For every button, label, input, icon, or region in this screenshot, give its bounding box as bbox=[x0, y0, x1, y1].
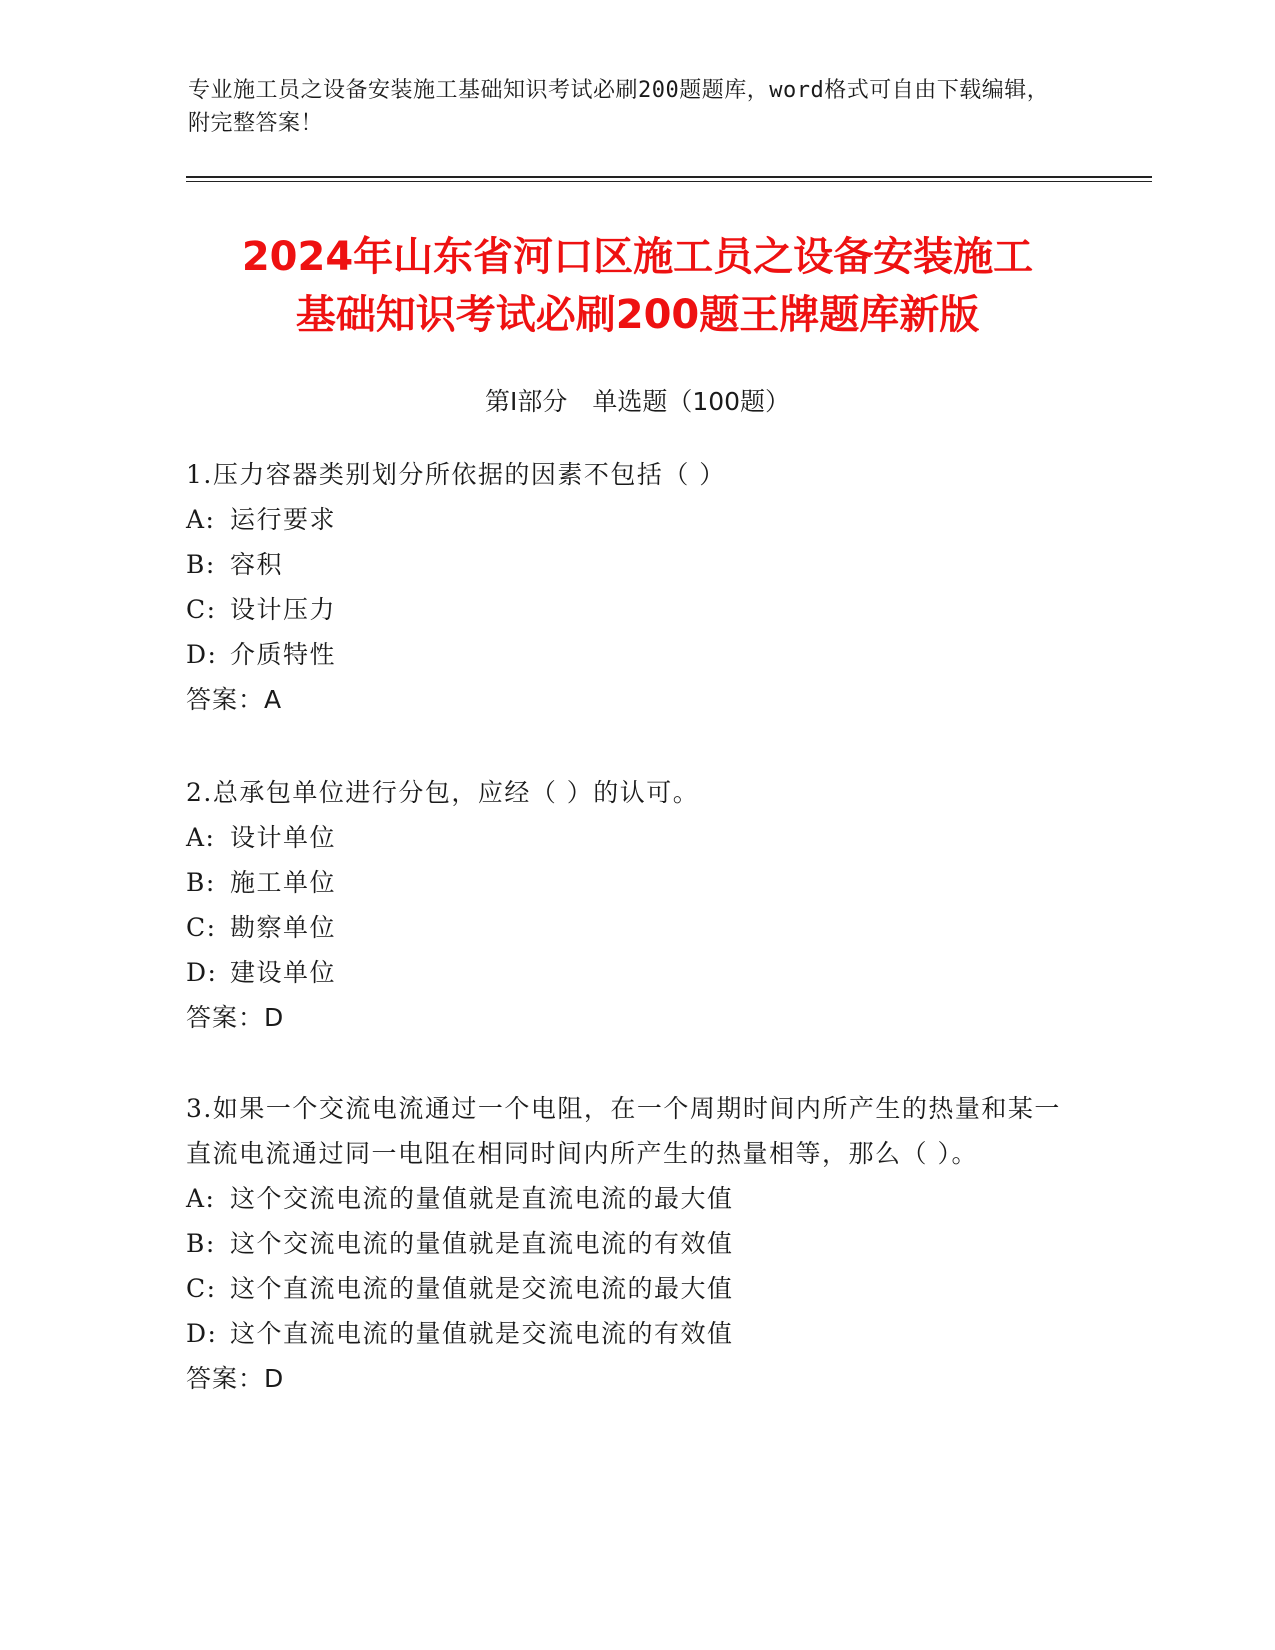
section-heading: 第I部分 单选题（100题） bbox=[484, 387, 791, 416]
option-a bbox=[186, 1176, 1086, 1221]
question-1 bbox=[186, 452, 1086, 722]
option-text: 这个直流电流的量值就是交流电流的最大值 bbox=[230, 1274, 734, 1303]
option-text: 设计单位 bbox=[230, 823, 337, 852]
option-text: 这个直流电流的量值就是交流电流的有效值 bbox=[230, 1319, 734, 1348]
option-d bbox=[186, 632, 1086, 677]
option-a bbox=[186, 815, 1086, 860]
option-text: 施工单位 bbox=[230, 868, 337, 897]
question-stem: 3.如果一个交流电流通过一个电阻，在一个周期时间内所产生的热量和某一直流电流通过同一电阻在相同时间内所产生的热量相等，那么（ ）。 bbox=[186, 1094, 1061, 1168]
option-text: 这个交流电流的量值就是直流电流的最大值 bbox=[230, 1184, 734, 1213]
answer: 答案：A bbox=[186, 685, 283, 714]
option-key: C: bbox=[186, 595, 217, 624]
question-3 bbox=[186, 1086, 1086, 1401]
option-key: B: bbox=[186, 1229, 216, 1258]
header-note: 专业施工员之设备安装施工基础知识考试必刷200题题库，word格式可自由下载编辑，附完整答案！ bbox=[188, 78, 1050, 136]
option-key: A: bbox=[186, 1184, 216, 1213]
option-text: 勘察单位 bbox=[230, 913, 337, 942]
option-d bbox=[186, 950, 1086, 995]
option-key: C: bbox=[186, 913, 217, 942]
option-a bbox=[186, 497, 1086, 542]
option-key: B: bbox=[186, 550, 216, 579]
question-2 bbox=[186, 770, 1086, 1040]
option-text: 设计压力 bbox=[230, 595, 337, 624]
option-d bbox=[186, 1311, 1086, 1356]
option-text: 建设单位 bbox=[230, 958, 337, 987]
title-line-2: 基础知识考试必刷200题王牌题库新版 bbox=[295, 292, 980, 338]
option-b bbox=[186, 1221, 1086, 1266]
option-c bbox=[186, 1266, 1086, 1311]
answer: 答案：D bbox=[186, 1003, 285, 1032]
option-b bbox=[186, 860, 1086, 905]
question-stem: 1.压力容器类别划分所依据的因素不包括（ ） bbox=[186, 460, 726, 489]
option-key: C: bbox=[186, 1274, 217, 1303]
option-c bbox=[186, 905, 1086, 950]
option-key: A: bbox=[186, 823, 216, 852]
option-b bbox=[186, 542, 1086, 587]
title-line-1: 2024年山东省河口区施工员之设备安装施工 bbox=[241, 234, 1034, 280]
option-key: D: bbox=[186, 1319, 218, 1348]
option-text: 这个交流电流的量值就是直流电流的有效值 bbox=[230, 1229, 734, 1258]
answer: 答案：D bbox=[186, 1364, 285, 1393]
option-key: D: bbox=[186, 958, 218, 987]
document-title bbox=[150, 228, 1125, 344]
option-text: 运行要求 bbox=[230, 505, 337, 534]
header-rule-thick bbox=[186, 176, 1152, 178]
option-key: B: bbox=[186, 868, 216, 897]
option-text: 介质特性 bbox=[230, 640, 337, 669]
option-c bbox=[186, 587, 1086, 632]
option-key: A: bbox=[186, 505, 216, 534]
header-rule-thin bbox=[186, 181, 1152, 182]
option-key: D: bbox=[186, 640, 218, 669]
option-text: 容积 bbox=[230, 550, 284, 579]
question-stem: 2.总承包单位进行分包，应经（ ）的认可。 bbox=[186, 778, 700, 807]
